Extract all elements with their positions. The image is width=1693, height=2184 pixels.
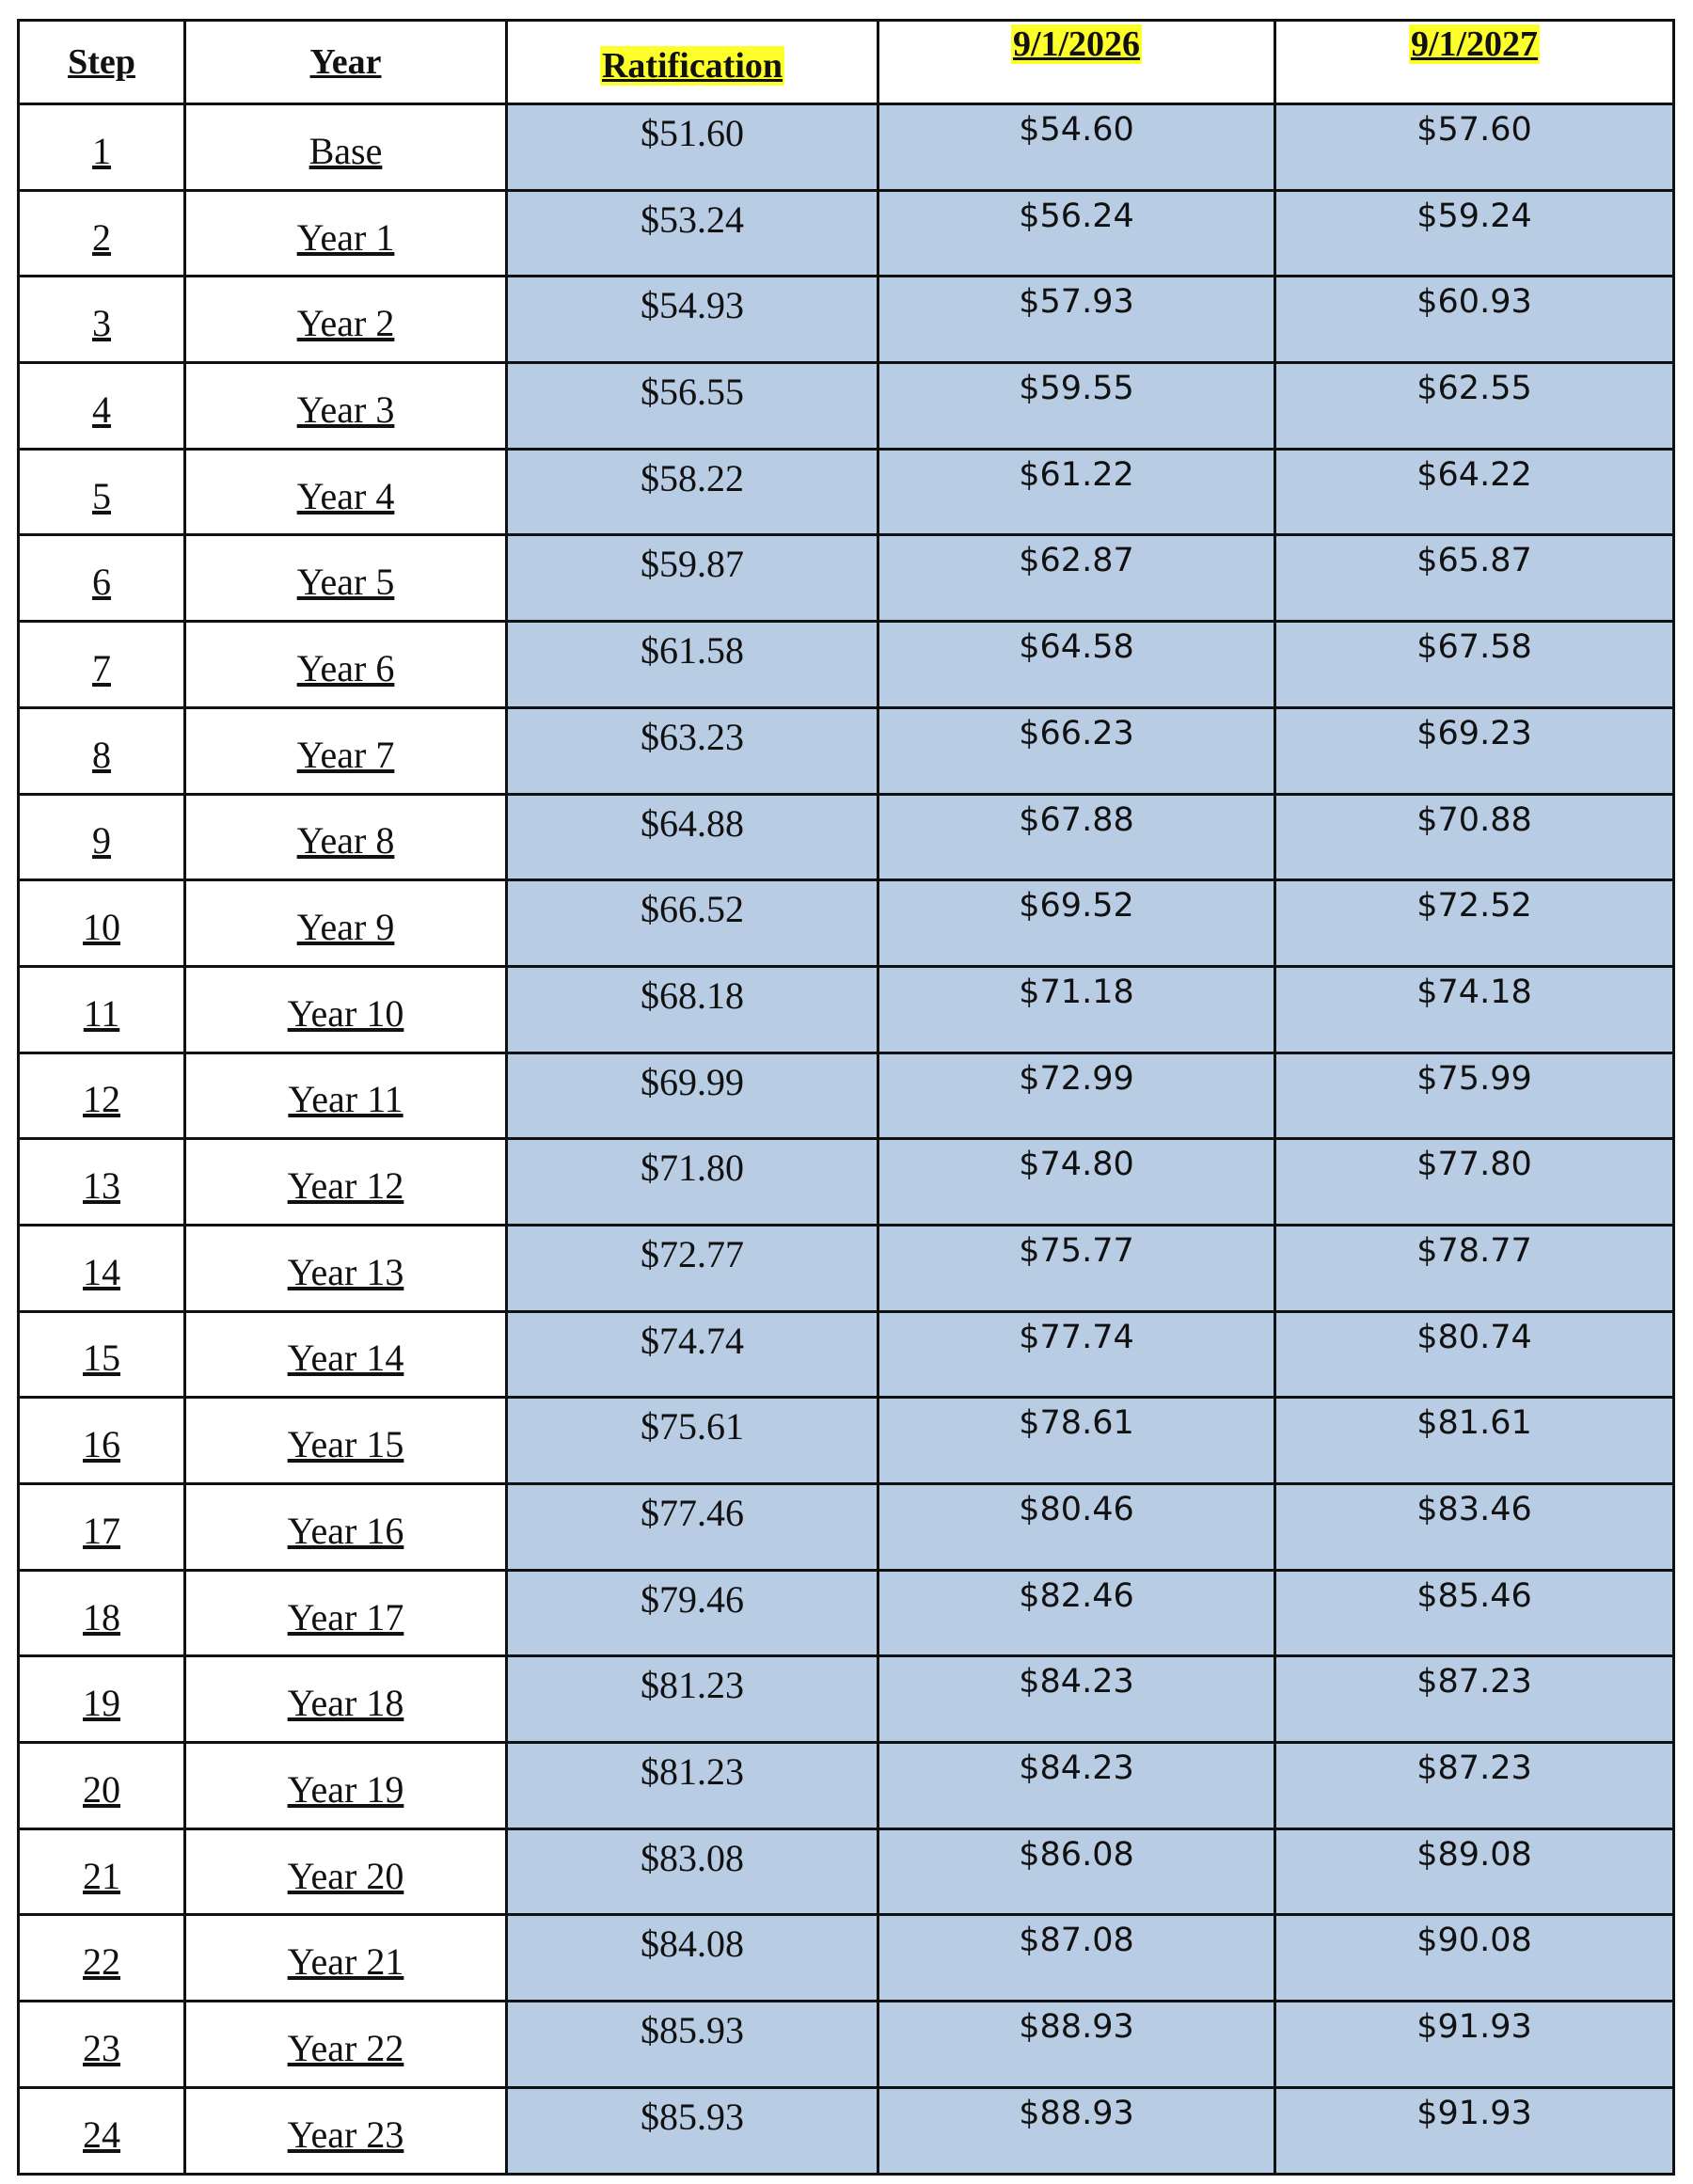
step-cell: 23 bbox=[19, 2002, 185, 2088]
rate-2027-cell: $90.08 bbox=[1275, 1915, 1674, 2002]
ratification-rate-cell: $71.80 bbox=[507, 1139, 878, 1226]
year-cell: Year 21 bbox=[185, 1915, 507, 2002]
ratification-rate-cell: $85.93 bbox=[507, 2002, 878, 2088]
step-cell: 21 bbox=[19, 1828, 185, 1915]
step-cell: 14 bbox=[19, 1225, 185, 1311]
rate-2026-cell: $71.18 bbox=[878, 966, 1275, 1052]
ratification-rate-cell: $79.46 bbox=[507, 1570, 878, 1656]
rate-2026-cell: $84.23 bbox=[878, 1743, 1275, 1829]
step-cell: 19 bbox=[19, 1656, 185, 1743]
rate-2027-cell: $91.93 bbox=[1275, 2087, 1674, 2174]
year-cell: Year 4 bbox=[185, 449, 507, 535]
step-cell: 15 bbox=[19, 1311, 185, 1398]
table-row bbox=[19, 363, 1674, 450]
ratification-rate-cell: $66.52 bbox=[507, 880, 878, 967]
year-cell: Year 8 bbox=[185, 794, 507, 880]
rate-2027-cell: $87.23 bbox=[1275, 1743, 1674, 1829]
rate-2027-cell: $57.60 bbox=[1275, 104, 1674, 191]
year-cell: Year 13 bbox=[185, 1225, 507, 1311]
rate-2026-cell: $84.23 bbox=[878, 1656, 1275, 1743]
year-cell: Year 14 bbox=[185, 1311, 507, 1398]
table-row bbox=[19, 622, 1674, 708]
year-cell: Year 3 bbox=[185, 363, 507, 450]
rate-2026-cell: $67.88 bbox=[878, 794, 1275, 880]
rate-2026-cell: $59.55 bbox=[878, 363, 1275, 450]
rate-2026-cell: $54.60 bbox=[878, 104, 1275, 191]
year-cell: Year 12 bbox=[185, 1139, 507, 1226]
rate-2027-cell: $78.77 bbox=[1275, 1225, 1674, 1311]
step-cell: 22 bbox=[19, 1915, 185, 2002]
year-cell: Year 11 bbox=[185, 1052, 507, 1139]
ratification-rate-cell: $81.23 bbox=[507, 1656, 878, 1743]
step-cell: 6 bbox=[19, 535, 185, 622]
table-row bbox=[19, 966, 1674, 1052]
rate-2027-cell: $91.93 bbox=[1275, 2002, 1674, 2088]
table-row bbox=[19, 2087, 1674, 2174]
rate-2026-cell: $64.58 bbox=[878, 622, 1275, 708]
table-row bbox=[19, 104, 1674, 191]
rate-2026-cell: $77.74 bbox=[878, 1311, 1275, 1398]
step-cell: 12 bbox=[19, 1052, 185, 1139]
ratification-rate-cell: $84.08 bbox=[507, 1915, 878, 2002]
header-ratification-label: Ratification bbox=[601, 46, 783, 86]
year-cell: Year 17 bbox=[185, 1570, 507, 1656]
step-cell: 4 bbox=[19, 363, 185, 450]
header-row bbox=[19, 21, 1674, 104]
rate-2027-cell: $77.80 bbox=[1275, 1139, 1674, 1226]
ratification-rate-cell: $64.88 bbox=[507, 794, 878, 880]
table-row bbox=[19, 1656, 1674, 1743]
ratification-rate-cell: $85.93 bbox=[507, 2087, 878, 2174]
step-cell: 18 bbox=[19, 1570, 185, 1656]
rate-2026-cell: $80.46 bbox=[878, 1484, 1275, 1571]
rate-2026-cell: $62.87 bbox=[878, 535, 1275, 622]
rate-2027-cell: $85.46 bbox=[1275, 1570, 1674, 1656]
rate-2026-cell: $87.08 bbox=[878, 1915, 1275, 2002]
rate-2027-cell: $72.52 bbox=[1275, 880, 1674, 967]
rate-2026-cell: $75.77 bbox=[878, 1225, 1275, 1311]
rate-2026-cell: $61.22 bbox=[878, 449, 1275, 535]
table-row bbox=[19, 1052, 1674, 1139]
year-cell: Year 9 bbox=[185, 880, 507, 967]
step-cell: 24 bbox=[19, 2087, 185, 2174]
table-row bbox=[19, 707, 1674, 794]
pay-scale-table bbox=[17, 19, 1675, 2176]
ratification-rate-cell: $83.08 bbox=[507, 1828, 878, 1915]
year-cell: Year 20 bbox=[185, 1828, 507, 1915]
table-row bbox=[19, 794, 1674, 880]
rate-2026-cell: $66.23 bbox=[878, 707, 1275, 794]
rate-2027-cell: $70.88 bbox=[1275, 794, 1674, 880]
rate-2027-cell: $59.24 bbox=[1275, 190, 1674, 277]
header-year: Year bbox=[185, 21, 507, 104]
step-cell: 1 bbox=[19, 104, 185, 191]
table-row bbox=[19, 1225, 1674, 1311]
header-ratification bbox=[507, 21, 878, 104]
year-cell: Year 19 bbox=[185, 1743, 507, 1829]
rate-2027-cell: $83.46 bbox=[1275, 1484, 1674, 1571]
ratification-rate-cell: $54.93 bbox=[507, 277, 878, 363]
step-cell: 17 bbox=[19, 1484, 185, 1571]
header-date-2027-label: 9/1/2027 bbox=[1410, 24, 1539, 64]
table-row bbox=[19, 1139, 1674, 1226]
ratification-rate-cell: $75.61 bbox=[507, 1398, 878, 1484]
rate-2027-cell: $62.55 bbox=[1275, 363, 1674, 450]
table-row bbox=[19, 190, 1674, 277]
ratification-rate-cell: $61.58 bbox=[507, 622, 878, 708]
header-step: Step bbox=[19, 21, 185, 104]
table-row bbox=[19, 1915, 1674, 2002]
rate-2026-cell: $78.61 bbox=[878, 1398, 1275, 1484]
rate-2026-cell: $88.93 bbox=[878, 2087, 1275, 2174]
rate-2027-cell: $74.18 bbox=[1275, 966, 1674, 1052]
rate-2027-cell: $81.61 bbox=[1275, 1398, 1674, 1484]
header-date-2026-label: 9/1/2026 bbox=[1012, 24, 1141, 64]
header-date-2026 bbox=[878, 21, 1275, 104]
ratification-rate-cell: $77.46 bbox=[507, 1484, 878, 1571]
year-cell: Year 15 bbox=[185, 1398, 507, 1484]
table-row bbox=[19, 1484, 1674, 1571]
header-date-2027 bbox=[1275, 21, 1674, 104]
ratification-rate-cell: $69.99 bbox=[507, 1052, 878, 1139]
step-cell: 8 bbox=[19, 707, 185, 794]
rate-2026-cell: $82.46 bbox=[878, 1570, 1275, 1656]
table-row bbox=[19, 1311, 1674, 1398]
year-cell: Year 2 bbox=[185, 277, 507, 363]
rate-2026-cell: $57.93 bbox=[878, 277, 1275, 363]
year-cell: Year 18 bbox=[185, 1656, 507, 1743]
step-cell: 10 bbox=[19, 880, 185, 967]
step-cell: 11 bbox=[19, 966, 185, 1052]
step-cell: 20 bbox=[19, 1743, 185, 1829]
rate-2027-cell: $69.23 bbox=[1275, 707, 1674, 794]
year-cell: Year 23 bbox=[185, 2087, 507, 2174]
ratification-rate-cell: $81.23 bbox=[507, 1743, 878, 1829]
year-cell: Year 6 bbox=[185, 622, 507, 708]
rate-2026-cell: $69.52 bbox=[878, 880, 1275, 967]
rate-2026-cell: $88.93 bbox=[878, 2002, 1275, 2088]
table-row bbox=[19, 1828, 1674, 1915]
rate-2027-cell: $67.58 bbox=[1275, 622, 1674, 708]
table-row bbox=[19, 1743, 1674, 1829]
year-cell: Year 5 bbox=[185, 535, 507, 622]
ratification-rate-cell: $51.60 bbox=[507, 104, 878, 191]
rate-2026-cell: $74.80 bbox=[878, 1139, 1275, 1226]
rate-2027-cell: $87.23 bbox=[1275, 1656, 1674, 1743]
ratification-rate-cell: $72.77 bbox=[507, 1225, 878, 1311]
table-row bbox=[19, 535, 1674, 622]
table-row bbox=[19, 1398, 1674, 1484]
ratification-rate-cell: $68.18 bbox=[507, 966, 878, 1052]
year-cell: Year 1 bbox=[185, 190, 507, 277]
rate-2027-cell: $65.87 bbox=[1275, 535, 1674, 622]
table-row bbox=[19, 449, 1674, 535]
year-cell: Year 10 bbox=[185, 966, 507, 1052]
ratification-rate-cell: $59.87 bbox=[507, 535, 878, 622]
ratification-rate-cell: $53.24 bbox=[507, 190, 878, 277]
year-cell: Base bbox=[185, 104, 507, 191]
table-row bbox=[19, 1570, 1674, 1656]
ratification-rate-cell: $63.23 bbox=[507, 707, 878, 794]
year-cell: Year 16 bbox=[185, 1484, 507, 1571]
step-cell: 16 bbox=[19, 1398, 185, 1484]
ratification-rate-cell: $58.22 bbox=[507, 449, 878, 535]
ratification-rate-cell: $74.74 bbox=[507, 1311, 878, 1398]
year-cell: Year 7 bbox=[185, 707, 507, 794]
rate-2027-cell: $80.74 bbox=[1275, 1311, 1674, 1398]
rate-2027-cell: $89.08 bbox=[1275, 1828, 1674, 1915]
step-cell: 3 bbox=[19, 277, 185, 363]
ratification-rate-cell: $56.55 bbox=[507, 363, 878, 450]
step-cell: 5 bbox=[19, 449, 185, 535]
rate-2027-cell: $75.99 bbox=[1275, 1052, 1674, 1139]
year-cell: Year 22 bbox=[185, 2002, 507, 2088]
rate-2027-cell: $60.93 bbox=[1275, 277, 1674, 363]
table-row bbox=[19, 277, 1674, 363]
step-cell: 9 bbox=[19, 794, 185, 880]
rate-2026-cell: $86.08 bbox=[878, 1828, 1275, 1915]
table-row bbox=[19, 880, 1674, 967]
step-cell: 2 bbox=[19, 190, 185, 277]
table-row bbox=[19, 2002, 1674, 2088]
step-cell: 13 bbox=[19, 1139, 185, 1226]
rate-2026-cell: $56.24 bbox=[878, 190, 1275, 277]
table-body bbox=[19, 104, 1674, 2175]
rate-2026-cell: $72.99 bbox=[878, 1052, 1275, 1139]
step-cell: 7 bbox=[19, 622, 185, 708]
rate-2027-cell: $64.22 bbox=[1275, 449, 1674, 535]
